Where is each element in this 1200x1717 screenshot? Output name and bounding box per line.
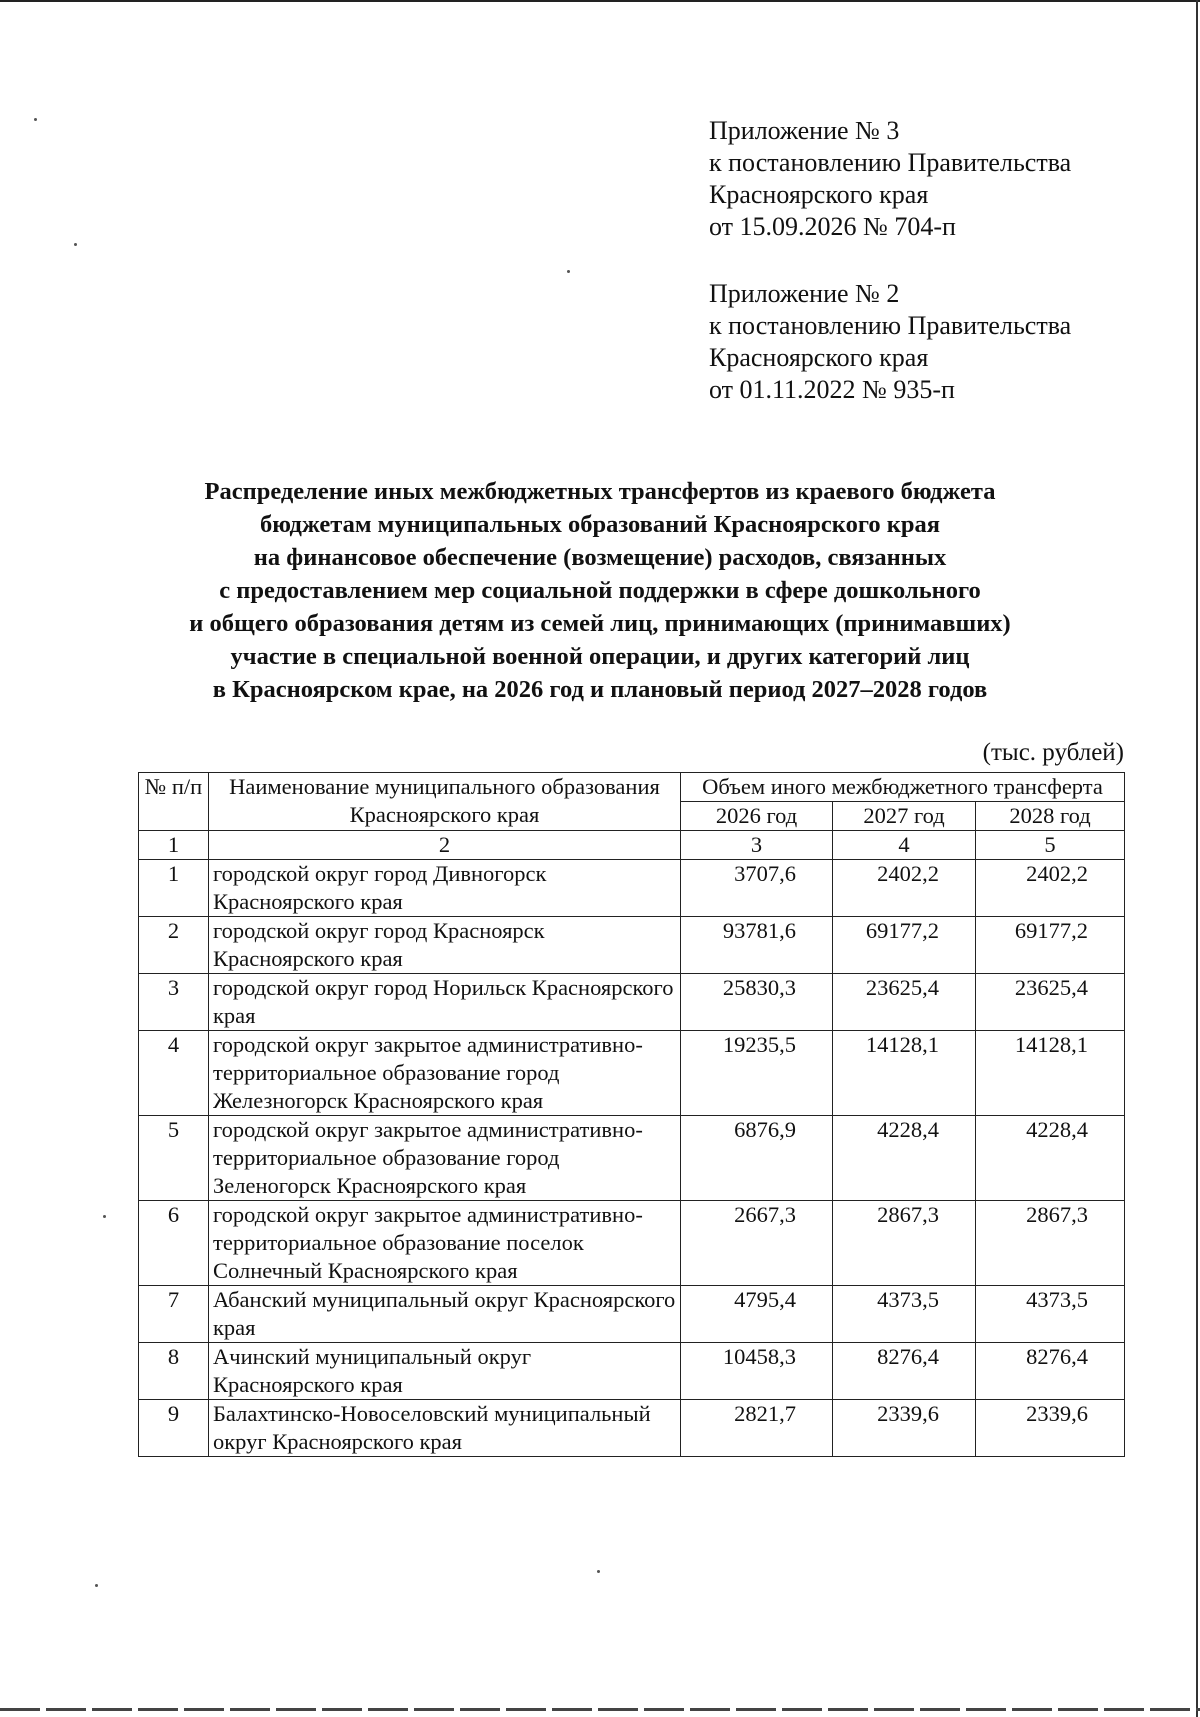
value-2026: 93781,6 (681, 917, 833, 974)
municipality-name: Абанский муниципальный округ Красноярского края (209, 1286, 681, 1343)
title-line: с предоставлением мер социальной поддержки в сфере дошкольного (219, 577, 981, 604)
row-num: 6 (139, 1201, 209, 1286)
value-2028: 69177,2 (976, 917, 1125, 974)
transfer-table (138, 772, 1125, 1457)
title-line: Распределение иных межбюджетных трансфертов из краевого бюджета (204, 478, 996, 505)
value-2028: 23625,4 (976, 974, 1125, 1031)
row-num: 8 (139, 1343, 209, 1400)
scan-speck (567, 270, 570, 273)
value-2028: 14128,1 (976, 1031, 1125, 1116)
annex-line: к постановлению Правительства (709, 311, 1072, 340)
row-num: 3 (139, 974, 209, 1031)
annex-line: к постановлению Правительства (709, 148, 1072, 177)
value-2026: 4795,4 (681, 1286, 833, 1343)
row-num: 5 (139, 1116, 209, 1201)
table-row (139, 1031, 1125, 1116)
header-year-2026: 2026 год (681, 802, 833, 831)
value-2028: 2867,3 (976, 1201, 1125, 1286)
municipality-name: городской округ закрытое административно-территориальное образование город Железногорск Красноярского края (209, 1031, 681, 1116)
header-year-2028: 2028 год (976, 802, 1125, 831)
table-row (139, 917, 1125, 974)
value-2028: 4373,5 (976, 1286, 1125, 1343)
municipality-name: городской округ город Красноярск Красноярского края (209, 917, 681, 974)
value-2026: 6876,9 (681, 1116, 833, 1201)
row-num: 9 (139, 1400, 209, 1457)
column-number: 5 (976, 831, 1125, 860)
municipality-name: городской округ город Норильск Красноярского края (209, 974, 681, 1031)
scan-edge-bottom (0, 1708, 1200, 1711)
table-row (139, 1343, 1125, 1400)
municipality-name: городской округ город Дивногорск Красноярского края (209, 860, 681, 917)
scan-speck (74, 243, 77, 246)
table-row (139, 1286, 1125, 1343)
municipality-name: Балахтинско-Новоселовский муниципальный округ Красноярского края (209, 1400, 681, 1457)
value-2027: 14128,1 (833, 1031, 976, 1116)
table-row (139, 974, 1125, 1031)
annex-line: от 01.11.2022 № 935-п (709, 375, 955, 404)
document-title (100, 475, 1100, 706)
title-line: в Красноярском крае, на 2026 год и плановый период 2027–2028 годов (212, 676, 988, 703)
value-2028: 2402,2 (976, 860, 1125, 917)
scan-edge-top (0, 0, 1200, 2)
table-row (139, 860, 1125, 917)
value-2026: 10458,3 (681, 1343, 833, 1400)
units-label: (тыс. рублей) (982, 739, 1124, 766)
value-2027: 4373,5 (833, 1286, 976, 1343)
value-2027: 2339,6 (833, 1400, 976, 1457)
scan-edge-right (1196, 0, 1198, 1717)
row-num: 4 (139, 1031, 209, 1116)
value-2027: 2402,2 (833, 860, 976, 917)
annex-previous (709, 278, 1071, 406)
scan-speck (103, 1215, 106, 1218)
annex-line: Красноярского края (709, 180, 929, 209)
row-num: 7 (139, 1286, 209, 1343)
value-2028: 2339,6 (976, 1400, 1125, 1457)
annex-line: от 15.09.2026 № 704-п (709, 212, 956, 241)
title-line: участие в специальной военной операции, и других категорий лиц (230, 643, 970, 670)
column-number-row (139, 831, 1125, 860)
row-num: 1 (139, 860, 209, 917)
header-num: № п/п (139, 773, 209, 831)
header-volume: Объем иного межбюджетного трансферта (681, 773, 1125, 802)
municipality-name: Ачинский муниципальный округ Красноярского края (209, 1343, 681, 1400)
annex-line: Приложение № 3 (709, 116, 900, 145)
scan-speck (597, 1570, 600, 1573)
column-number: 2 (209, 831, 681, 860)
header-name: Наименование муниципального образования Красноярского края (209, 773, 681, 831)
row-num: 2 (139, 917, 209, 974)
value-2027: 23625,4 (833, 974, 976, 1031)
title-line: на финансовое обеспечение (возмещение) расходов, связанных (253, 544, 947, 571)
title-line: и общего образования детям из семей лиц, принимающих (принимавших) (189, 610, 1011, 637)
value-2026: 2667,3 (681, 1201, 833, 1286)
header-year-2027: 2027 год (833, 802, 976, 831)
scan-speck (34, 118, 37, 121)
value-2027: 2867,3 (833, 1201, 976, 1286)
annex-line: Приложение № 2 (709, 279, 900, 308)
value-2028: 8276,4 (976, 1343, 1125, 1400)
table-row (139, 1201, 1125, 1286)
value-2026: 19235,5 (681, 1031, 833, 1116)
value-2026: 3707,6 (681, 860, 833, 917)
value-2026: 2821,7 (681, 1400, 833, 1457)
value-2027: 4228,4 (833, 1116, 976, 1201)
table-row (139, 1116, 1125, 1201)
value-2027: 69177,2 (833, 917, 976, 974)
municipality-name: городской округ закрытое административно-территориальное образование поселок Солнечный Красноярского края (209, 1201, 681, 1286)
municipality-name: городской округ закрытое административно-территориальное образование город Зеленогорск Красноярского края (209, 1116, 681, 1201)
value-2027: 8276,4 (833, 1343, 976, 1400)
title-line: бюджетам муниципальных образований Красноярского края (259, 511, 940, 538)
value-2028: 4228,4 (976, 1116, 1125, 1201)
table-row (139, 1400, 1125, 1457)
annex-current (709, 115, 1071, 243)
column-number: 4 (833, 831, 976, 860)
value-2026: 25830,3 (681, 974, 833, 1031)
scan-speck (95, 1584, 98, 1587)
column-number: 3 (681, 831, 833, 860)
annex-line: Красноярского края (709, 343, 929, 372)
column-number: 1 (139, 831, 209, 860)
